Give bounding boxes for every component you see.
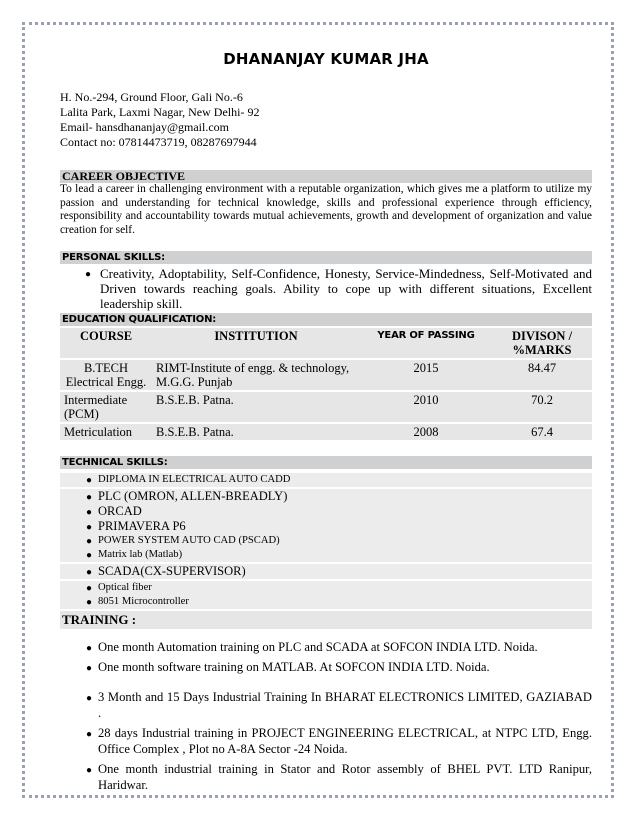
technical-skill: DIPLOMA IN ELECTRICAL AUTO CADD [98, 474, 291, 485]
bullet-icon: ● [86, 536, 93, 547]
address-line-2: Lalita Park, Laxmi Nagar, New Delhi- 92 [60, 105, 260, 119]
technical-skill: SCADA(CX-SUPERVISOR) [98, 564, 246, 578]
candidate-name: DHANANJAY KUMAR JHA [223, 50, 429, 68]
column-header-year: YEAR OF PASSING [360, 328, 492, 358]
cell-year: 2010 [360, 392, 492, 422]
column-header-course: COURSE [60, 328, 152, 358]
training-item: One month industrial training in Stator and Rotor assembly of BHEL PVT. LTD Ranipur, Haridwar. [98, 762, 592, 792]
technical-skill: Optical fiber [98, 582, 152, 593]
technical-skills-heading: TECHNICAL SKILLS: [60, 456, 592, 469]
list-item [60, 266, 592, 311]
technical-skill: PLC (OMRON, ALLEN-BREADLY) [98, 489, 288, 503]
technical-skills-list [60, 473, 592, 609]
career-objective-text: To lead a career in challenging environment with a reputable organization, which gives me a platform to utilize my passion and understanding for technical knowledge, skills and professional experience through efficiency, responsibility and accountability towards mutual achievements, growth and development of organization and value creation for self. [60, 183, 592, 236]
training-item: One month Automation training on PLC and SCADA at SOFCON INDIA LTD. Noida. [98, 640, 538, 654]
bullet-icon: ● [86, 693, 93, 704]
bullet-icon: ● [86, 475, 93, 486]
table-row [60, 424, 592, 440]
cell-year: 2015 [360, 360, 492, 390]
training-item: One month software training on MATLAB. At SOFCON INDIA LTD. Noida. [98, 660, 490, 674]
technical-skill: Matrix lab (Matlab) [98, 549, 183, 560]
list-item [60, 581, 592, 595]
contact-block [60, 90, 592, 150]
list-item [60, 659, 592, 675]
list-item [60, 548, 592, 562]
table-row [60, 360, 592, 390]
training-item: 3 Month and 15 Days Industrial Training In BHARAT ELECTRONICS LIMITED, GAZIABAD . [98, 690, 592, 720]
bullet-icon: ● [86, 550, 93, 561]
technical-skill: PRIMAVERA P6 [98, 519, 186, 533]
cell-marks: 70.2 [492, 392, 592, 422]
bullet-icon: ● [86, 643, 93, 654]
personal-skills-heading: PERSONAL SKILLS: [60, 251, 592, 264]
cell-institution: B.S.E.B. Patna. [152, 392, 360, 422]
technical-skill: 8051 Microcontroller [98, 596, 189, 607]
bullet-icon: ● [86, 729, 93, 740]
training-heading: TRAINING : [60, 611, 592, 629]
list-item [60, 534, 592, 548]
resume [60, 44, 592, 793]
education-table [60, 326, 592, 442]
list-item [60, 725, 592, 757]
list-item [60, 473, 592, 487]
list-item [60, 489, 592, 504]
list-item [60, 639, 592, 655]
cell-course: B.TECH Electrical Engg. [60, 360, 152, 390]
bullet-icon: ● [86, 492, 93, 503]
technical-skill: POWER SYSTEM AUTO CAD (PSCAD) [98, 535, 280, 546]
bullet-icon: ● [85, 269, 92, 280]
bullet-icon: ● [86, 663, 93, 674]
email-line: Email- hansdhananjay@gmail.com [60, 120, 230, 134]
training-item: 28 days Industrial training in PROJECT ENGINEERING ELECTRICAL, at NTPC LTD, Engg. Office Complex , Plot no A-8A Sector -24 Noida. [98, 726, 592, 756]
table-header-row [60, 328, 592, 358]
bullet-icon: ● [86, 567, 93, 578]
list-item [60, 504, 592, 519]
career-objective-heading: CAREER OBJECTIVE [60, 170, 592, 183]
personal-skills-list [60, 266, 592, 311]
phone-line: Contact no: 07814473719, 08287697944 [60, 135, 257, 149]
cell-year: 2008 [360, 424, 492, 440]
column-header-marks: DIVISON / %MARKS [492, 328, 592, 358]
education-heading: EDUCATION QUALIFICATION: [60, 313, 592, 326]
list-item [60, 564, 592, 579]
cell-institution: B.S.E.B. Patna. [152, 424, 360, 440]
bullet-icon: ● [86, 597, 93, 608]
cell-course: Metriculation [60, 424, 152, 440]
cell-marks: 67.4 [492, 424, 592, 440]
list-item [60, 761, 592, 793]
cell-institution: RIMT-Institute of engg. & technology, M.G.G. Punjab [152, 360, 360, 390]
bullet-icon: ● [86, 507, 93, 518]
personal-skill-text: Creativity, Adoptability, Self-Confidence, Honesty, Service-Mindedness, Self-Motivated and Driven towards reaching goals. Ability to cope up with different situations, Excellent leadership skill. [100, 266, 592, 311]
bullet-icon: ● [86, 583, 93, 594]
list-item [60, 595, 592, 609]
bullet-icon: ● [86, 765, 93, 776]
cell-marks: 84.47 [492, 360, 592, 390]
column-header-institution: INSTITUTION [152, 328, 360, 358]
table-row [60, 392, 592, 422]
bullet-icon: ● [86, 522, 93, 533]
technical-skill: ORCAD [98, 504, 142, 518]
list-item [60, 519, 592, 534]
training-list [60, 639, 592, 793]
list-item [60, 689, 592, 721]
address-line-1: H. No.-294, Ground Floor, Gali No.-6 [60, 90, 243, 104]
cell-course: Intermediate (PCM) [60, 392, 152, 422]
